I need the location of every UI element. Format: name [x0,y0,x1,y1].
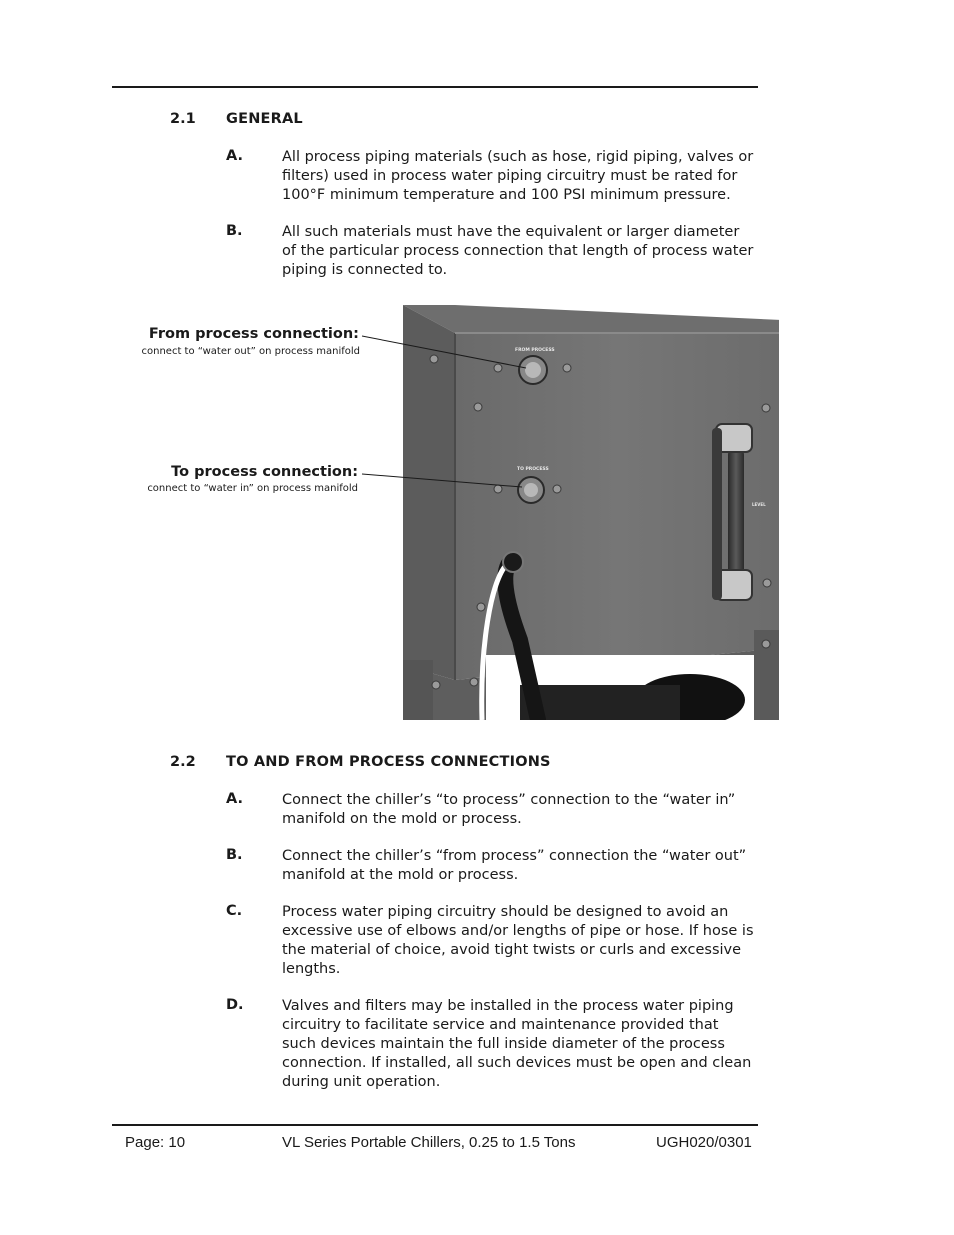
panel-label-from: FROM PROCESS [515,348,555,353]
item-letter: A. [226,791,243,807]
item-text: Connect the chiller’s “to process” connection to the “water in” manifold on the mold or process. [282,792,736,827]
item-text: All such materials must have the equivalent or larger diameter of the particular process connection that length of process water piping is connected to. [282,224,754,278]
section-number: 2.2 [170,754,196,770]
item-letter: B. [226,847,243,863]
item-text: Valves and filters may be installed in the process water piping circuitry to facilitate service and maintenance provided that such devices maintain the full inside diameter of the process connection. If installed, all such devices must be open and clean during unit operation. [282,998,752,1090]
section-number: 2.1 [170,111,196,127]
from-process-callout-subtitle: connect to “water out” on process manifold [141,346,360,357]
footer-page-number: Page: 10 [125,1134,186,1151]
section-heading: GENERAL [226,111,303,127]
item-letter: B. [226,223,243,239]
footer-doc-id: UGH020/0301 [656,1134,752,1151]
item-text: Connect the chiller’s “from process” connection the “water out” manifold at the mold or process. [282,848,747,883]
item-letter: C. [226,903,243,919]
bottom-rule [112,1124,758,1126]
item-text: Process water piping circuitry should be designed to avoid an excessive use of elbows and/or lengths of pipe or hose. If hose is the material of choice, avoid tight twists or curls and excessive lengths. [282,904,754,977]
to-process-callout-subtitle: connect to “water in” on process manifold [147,483,358,494]
from-process-callout-title: From process connection: [148,326,359,342]
item-letter: A. [226,148,243,164]
item-text: All process piping materials (such as hose, rigid piping, valves or filters) used in process water piping circuitry must be rated for 100°F minimum temperature and 100 PSI minimum pressure. [282,149,754,203]
panel-label-to: TO PROCESS [517,467,549,472]
panel-label-level: LEVEL [752,502,766,507]
footer-title: VL Series Portable Chillers, 0.25 to 1.5 Tons [282,1134,576,1151]
section-heading: TO AND FROM PROCESS CONNECTIONS [226,754,551,770]
to-process-callout-title: To process connection: [171,464,358,480]
item-letter: D. [226,997,244,1013]
